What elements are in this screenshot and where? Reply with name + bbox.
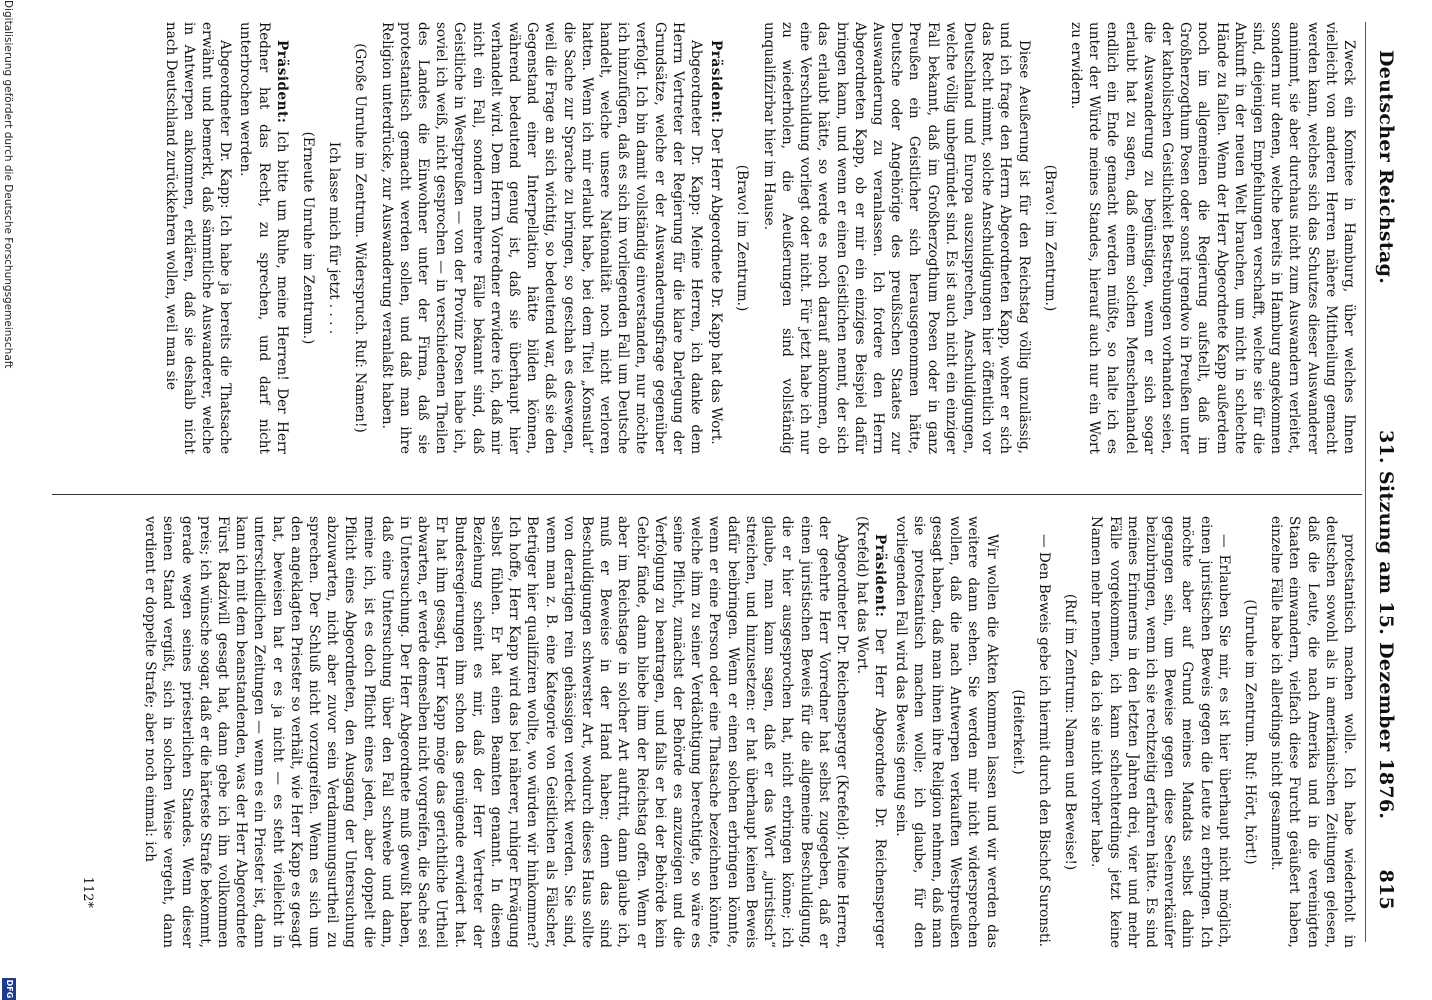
- column-divider: [52, 494, 1362, 495]
- paragraph-text: Ich lasse mich für jetzt . . . .: [326, 141, 343, 335]
- stage-direction: [325, 22, 343, 454]
- paragraph: [236, 22, 291, 454]
- paragraph: [377, 22, 705, 454]
- paragraph: [1067, 22, 1358, 454]
- paragraph: [1035, 516, 1053, 948]
- paragraph-text: — Den Beweis gebe ich hiermit durch den Bischof Suronsti.: [1035, 534, 1052, 948]
- paragraph-text: (Erneute Unruhe im Zentrum.): [300, 131, 317, 345]
- paragraph-text: Diese Aeußerung ist für den Reichstag völlig unzulässig, und ich frage den Herrn Abgeordneten Kapp, woher er sich das Recht nimmt, solche Anschuldigungen hier öffentlich vor Deutschland und Europa auszusprechen, Anschuldigungen, welche völlig unbegründet sind. Es ist auch nicht ein einziger Fall bekannt, daß im Großherzogthum Posen oder in ganz Preußen ein Geistlicher sich herausgenommen hätte, Deutsche oder Angehörige des preußischen Staates zur Auswanderung zu veranlassen. Ich fordere den Herrn Abgeordneten Kapp, ob er mir ein einziges Beispiel dafür bringen kann, und wenn er einen Geistlichen nennt, der sich das erlaubt hätte, so werde es noch darauf ankommen, ob eine Verschuldung vorliegt oder nicht. Für jetzt habe ich nur zu wiederholen, die Aeußerungen sind vollständig unqualifizirbar hier im Hause.: [760, 22, 1032, 454]
- left-column: [58, 22, 1358, 454]
- paragraph: [707, 22, 725, 454]
- paragraph: [1087, 516, 1233, 948]
- paragraph-text: Der Herr Abgeordnete Dr. Kapp hat das Wort.: [708, 123, 725, 445]
- paragraph-text: Ich bitte um Ruhe, meine Herren! Der Herr Redner hat das Recht, zu sprechen, und darf nicht unterbrochen werden.: [237, 22, 290, 454]
- paragraph-text: (Große Unruhe im Zentrum. Widerspruch. Ruf: Namen!): [352, 43, 369, 433]
- stage-direction: [1241, 516, 1259, 948]
- paragraph-text: Abgeordneter Dr. Kapp: Ich habe ja bereits die Thatsache erwähnt und bemerkt, daß sämmtliche Auswanderer, welche in Antwerpen ankommen, erklären, daß sie deshalb nicht nach Deutschland zurückkehren wollen, weil man sie: [162, 22, 234, 454]
- session-date: 31. Sitzung am 15. Dezember 1876.: [1375, 430, 1397, 820]
- paragraph-text: Der Herr Abgeordnete Dr. Reichensperger (Krefeld) hat das Wort.: [854, 516, 889, 948]
- digitization-credit: Digitalisierung gefördert durch die Deutsche Forschungsgemeinschaft: [2, 0, 14, 369]
- stage-direction: [299, 22, 317, 454]
- paragraph-text: Abgeordneter Dr. Kapp: Meine Herren, ich danke dem Herrn Vertreter der Regierung für die klare Darlegung der Grundsätze, welche er der Auswanderungsfrage gegenüber verfolgt. Ich bin damit vollständig einverstanden, nur möchte ich hinzufügen, daß es sich im vorliegenden Fall um Deutsche handelt, welche unsere Nationalität noch nicht verloren hatten. Wenn ich mir erlaubt habe, bei dem Titel „Konsulat“ die Sache zur Sprache zu bringen, so geschah es deswegen, weil die Frage an sich wichtig, so bedeutend war, daß sie den Gegenstand einer Interpellation hätte bilden können, während bedeutend genug ist, daß sie überhaupt hier verhandelt wird. Dem Herrn Vorredner erwidere ich, daß mir nicht ein Fall, sondern mehrere Fälle bekannt sind, daß Geistliche in Westpreußen — von der Provinz Posen habe ich, soviel ich weiß, nicht gesprochen — in verschiedenen Theilen des Landes die Einwohner unter der Firma, daß sie protestantisch gemacht werden sollen, und daß man ihre Religion unterdrücke, zur Auswanderung veranlaßt haben.: [378, 22, 705, 454]
- paragraph-text: (Bravo! im Zentrum.): [734, 164, 751, 312]
- paragraph-text: (Unruhe im Zentrum. Ruf: Hört, hört!): [1241, 599, 1258, 865]
- stage-direction: [351, 22, 369, 454]
- stage-direction: [1061, 516, 1079, 948]
- paragraph-text: Wir wollen die Akten kommen lassen und wir werden das weitere dann sehen. Sie werden mir nicht widersprechen wollen, daß die nach Antwerpen verkauften Westpreußen gesagt haben, daß man ihnen ihre Religion nehmen, daß man sie protestantisch machen wolle; ich glaube, für den vorliegenden Fall wird das Beweis genug sein.: [892, 516, 1000, 948]
- signature-mark: 112*: [80, 876, 95, 908]
- dfg-logo: DFG: [2, 978, 16, 1000]
- paragraph: [161, 22, 234, 454]
- stage-direction: [1041, 22, 1059, 454]
- speaker-label: Präsident:: [872, 534, 889, 618]
- paragraph: [1267, 516, 1358, 948]
- paragraph: [891, 516, 1000, 948]
- paragraph: [760, 22, 1033, 454]
- paragraph-text: (Heiterkeit.): [1009, 689, 1026, 775]
- paragraph: [853, 516, 889, 948]
- paragraph-text: — Erlauben Sie mir, es ist hier überhaupt nicht möglich, einen juristischen Beweis gegen die Leute zu erbringen. Ich möchte aber auf Grund meines Mandats selbst dahin gegangen sein, um Beweise gegen diese Seelenverkäufer beizubringen, wenn ich sie rechtzeitig erfahren hätte. Es sind meines Erinnerns in den letzten Jahren drei, vier und mehr Fälle vorgekommen, ich kann schlechterdings jetzt keine Namen mehr nennen, da ich sie nicht vorher habe.: [1088, 516, 1232, 948]
- publication-title: Deutscher Reichstag.: [1375, 50, 1397, 285]
- paragraph-text: (Bravo! im Zentrum.): [1041, 164, 1058, 312]
- paragraph: [141, 516, 851, 948]
- page-header: [1365, 40, 1397, 910]
- stage-direction: [733, 22, 751, 454]
- speaker-label: Präsident:: [273, 40, 290, 124]
- paragraph-text: Zweck ein Komitee in Hamburg, über welches Ihnen vielleicht von anderen Herren nähere Mittheilung gemacht werden kann, welches sich das Schutzes dieser Auswanderer annimmt, sie aber durchaus nicht zum Auswandern verleitet, sondern nur denen, welche bereits in Hamburg angekommen sind, diejenigen Empfehlungen verschafft, welche sie für die Ankunft in der neuen Welt brauchen, um nicht in schlechte Hände zu fallen. Wenn der Herr Abgeordnete Kapp außerdem noch im allgemeinen die Regierung aufstellt, daß im Großherzogthum Posen oder sonst irgendwo in Preußen unter der katholischen Geistlichkeit Bestrebungen vorhanden seien, die Auswanderung zu begünstigen, wenn er sich sogar erlaubt hat zu sagen, daß einem solchen Menschenhandel endlich ein Ende gemacht werden müßte, so halte ich es unter der Würde meines Standes, hierauf auch nur ein Wort zu erwidern.: [1067, 22, 1357, 454]
- paragraph-text: Abgeordneter Dr. Reichensperger (Krefeld): Meine Herren, der geehrte Herr Vorredner hat selbst zugegeben, daß er einen juristischen Beweis für die allgemeine Beschuldigung, die er hier ausgesprochen hat, nicht erbringen könne; ich glaube, man kann sagen, daß er das Wort „juristisch“ streichen, und hinzusetzen: er hat überhaupt keinen Beweis dafür beibringen. Wenn er einen solchen erbringen könnte, wenn er eine Person oder eine Thatsache bezeichnen könnte, welche ihm zu seiner Verdächtigung berechtigte, so wäre es seine Pflicht, zunächst der Behörde es anzuzeigen und die Verfolgung zu beantragen, und falls er bei der Behörde kein Gehör fände, dann bliebe ihm der Reichstag offen. Wenn er aber im Reichstage in solcher Art auftritt, dann glaube ich, muß er Beweise in der Hand haben; denn das sind Beschuldigungen schwerster Art, wodurch dieses Haus sollte von derartigen rein gehässigen verdeckt werden. Sie sind, wenn man z. B. eine Kategorie von Geistlichen als Fälscher, Betrüger hier qualifiziren wollte, wo würden wir hinkommen? Ich hoffe, Herr Kapp wird das bei näherer, ruhiger Erwägung selbst fühlen. Er hat einen Beamten genannt. In diesen Beziehung scheint es mir, daß der Herr Vertreter der Bundesregierungen ihm schon das genügende erwidert hat. Er hat ihm gesagt, Herr Kapp möge das gerichtliche Urtheil abwarten, er werde demselben nicht vorgreifen, die Sache sei in Untersuchung. Der Herr Abgeordnete muß gewußt haben, daß eine Untersuchung über den Fall schwebe und dann, meine ich, ist es doch Pflicht eines jeden, aber doppelt die Pflicht eines Abgeordneten, den Ausgang der Untersuchung abzuwarten, nicht aber zuvor sein Verdammungsurtheil zu sprechen. Der Schluß nicht vorzugreifen. Wenn es sich um den angeklagten Priester so verhält, wie Herr Kapp es gesagt hat, beweisen hat er es ja nicht — es steht vielleicht in unterschiedlichen Zeitungen — wenn es ein Priester ist, dann kann ich mit dem beanstandenden, was der Herr Abgeordnete Fürst Radziwill gesagt hat, dann gebe ich ihn vollkommen preis; ich wünsche sogar, daß er die härteste Strafe bekommt, gerade wegen seines priesterlichen Standes. Wenn dieser seinen Stand vergißt, sich in solchen Weise vergeht, dann verdient er doppelte Strafe; aber noch einmal: ich: [142, 516, 850, 948]
- speaker-label: Präsident:: [708, 40, 725, 124]
- stage-direction: [1009, 516, 1027, 948]
- header-rule: [1365, 22, 1366, 942]
- paragraph-text: protestantisch machen wolle. Ich habe wiederholt in deutschen sowohl als in amerikanischen Zeitungen gelesen, daß die Leute, die nach Amerika und in die vereinigten Staaten einwandern, vielfach diese Furcht geäußert haben, einzelne Fälle habe ich allerdings nicht gesammelt.: [1268, 516, 1357, 948]
- right-column: [58, 516, 1358, 948]
- page-number: 815: [1375, 869, 1397, 910]
- paragraph-text: (Ruf im Zentrum: Namen und Beweise!): [1062, 593, 1079, 871]
